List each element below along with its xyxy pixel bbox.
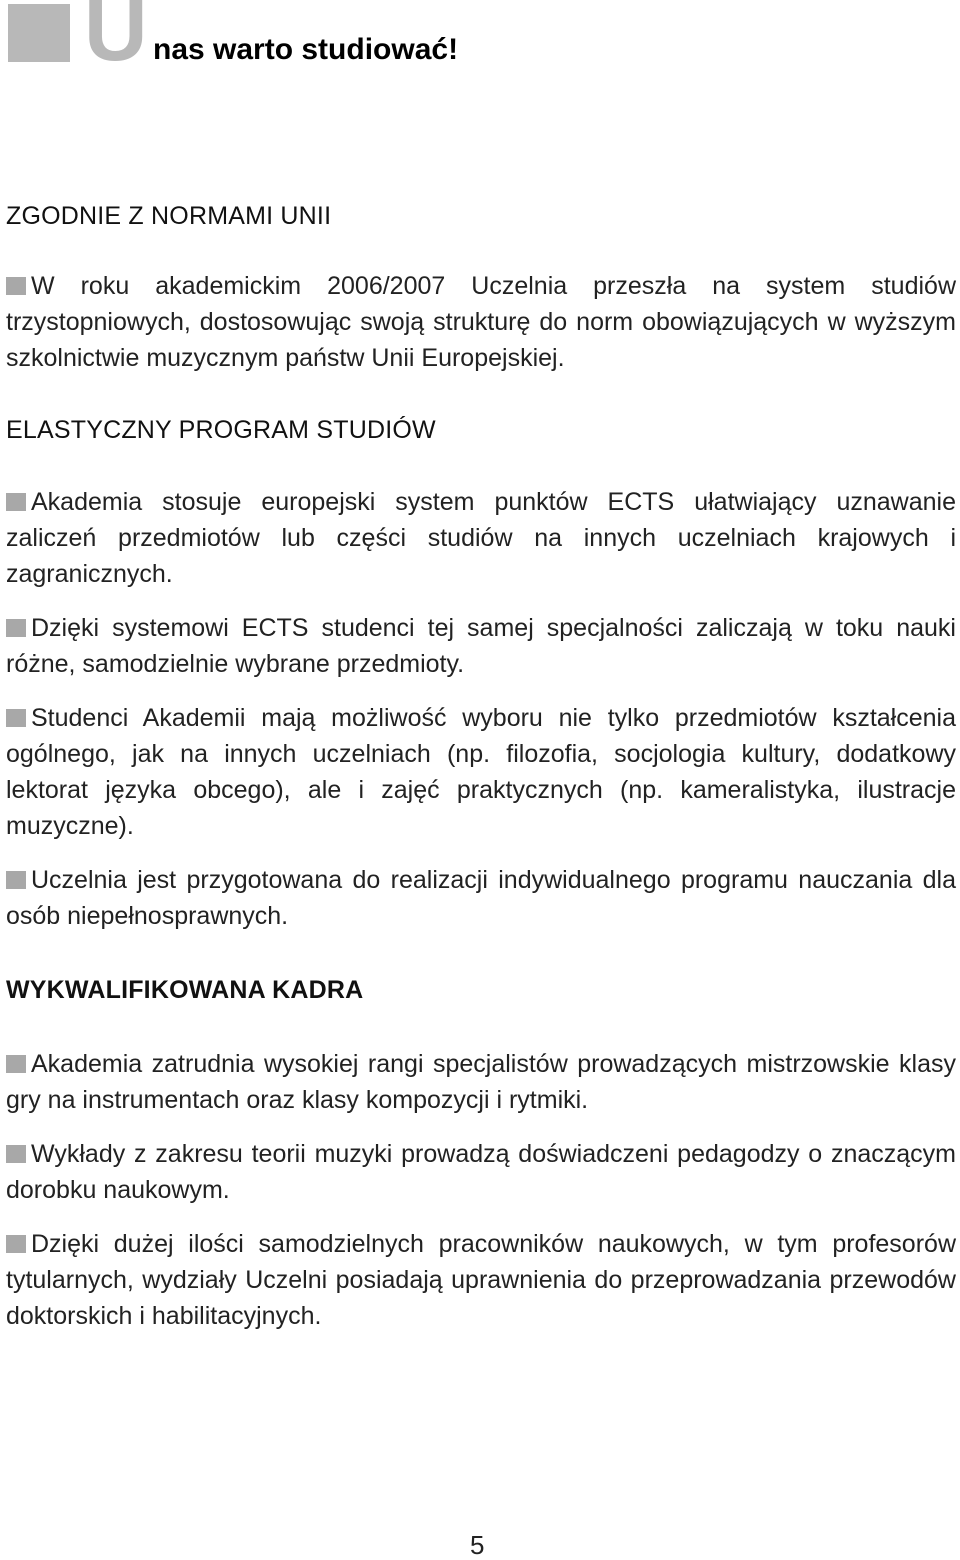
paragraph-text: W roku akademickim 2006/2007 Uczelnia przeszła na system studiów trzystopniowych, dostosowując swoją strukturę do norm obowiązujących w wyższym szkolnictwie muzycznym państw Unii Europejskiej. <box>6 272 956 372</box>
paragraph-text: Uczelnia jest przygotowana do realizacji indywidualnego programu nauczania dla osób niepełnosprawnych. <box>6 866 956 930</box>
paragraph-text: Dzięki systemowi ECTS studenci tej samej specjalności zaliczają w toku nauki różne, samodzielnie wybrane przedmioty. <box>6 614 956 678</box>
main-content <box>6 196 956 1334</box>
bullet-square-icon <box>6 277 26 295</box>
header-big-letter: U <box>84 0 148 79</box>
page-number: 5 <box>470 1530 485 1560</box>
page-title: nas warto studiować! <box>153 33 459 66</box>
bullet-square-icon <box>6 1145 26 1163</box>
decorative-square-icon <box>8 4 70 62</box>
bullet-square-icon <box>6 709 26 727</box>
paragraph-text: Akademia zatrudnia wysokiej rangi specjalistów prowadzących mistrzowskie klasy gry na instrumentach oraz klasy kompozycji i rytmiki. <box>6 1050 956 1114</box>
bullet-square-icon <box>6 493 26 511</box>
paragraph-text: Wykłady z zakresu teorii muzyki prowadzą doświadczeni pedagodzy o znaczącym dorobku naukowym. <box>6 1140 956 1204</box>
paragraph-text: Akademia stosuje europejski system punktów ECTS ułatwiający uznawanie zaliczeń przedmiotów lub części studiów na innych uczelniach krajowych i zagranicznych. <box>6 488 956 588</box>
page-header <box>8 0 948 79</box>
paragraph-text: Dzięki dużej ilości samodzielnych pracowników naukowych, w tym profesorów tytularnych, wydziały Uczelni posiadają uprawnienia do przeprowadzania przewodów doktorskich i habilitacyjnych. <box>6 1230 956 1330</box>
paragraph <box>6 1226 956 1334</box>
paragraph <box>6 700 956 844</box>
section-heading-flexible-program: ELASTYCZNY PROGRAM STUDIÓW <box>6 416 436 444</box>
paragraph <box>6 268 956 376</box>
bullet-square-icon <box>6 1055 26 1073</box>
paragraph <box>6 1136 956 1208</box>
paragraph <box>6 610 956 682</box>
paragraph <box>6 1046 956 1118</box>
bullet-square-icon <box>6 871 26 889</box>
section-heading-qualified-staff: WYKWALIFIKOWANA KADRA <box>6 976 364 1004</box>
section-heading-eu-norms: ZGODNIE Z NORMAMI UNII <box>6 202 332 230</box>
bullet-square-icon <box>6 619 26 637</box>
paragraph-text: Studenci Akademii mają możliwość wyboru nie tylko przedmiotów kształcenia ogólnego, jak na innych uczelniach (np. filozofia, socjologia kultury, dodatkowy lektorat języka obcego), ale i zajęć praktycznych (np. kameralistyka, ilustracje muzyczne). <box>6 704 956 840</box>
paragraph <box>6 484 956 592</box>
paragraph <box>6 862 956 934</box>
bullet-square-icon <box>6 1235 26 1253</box>
